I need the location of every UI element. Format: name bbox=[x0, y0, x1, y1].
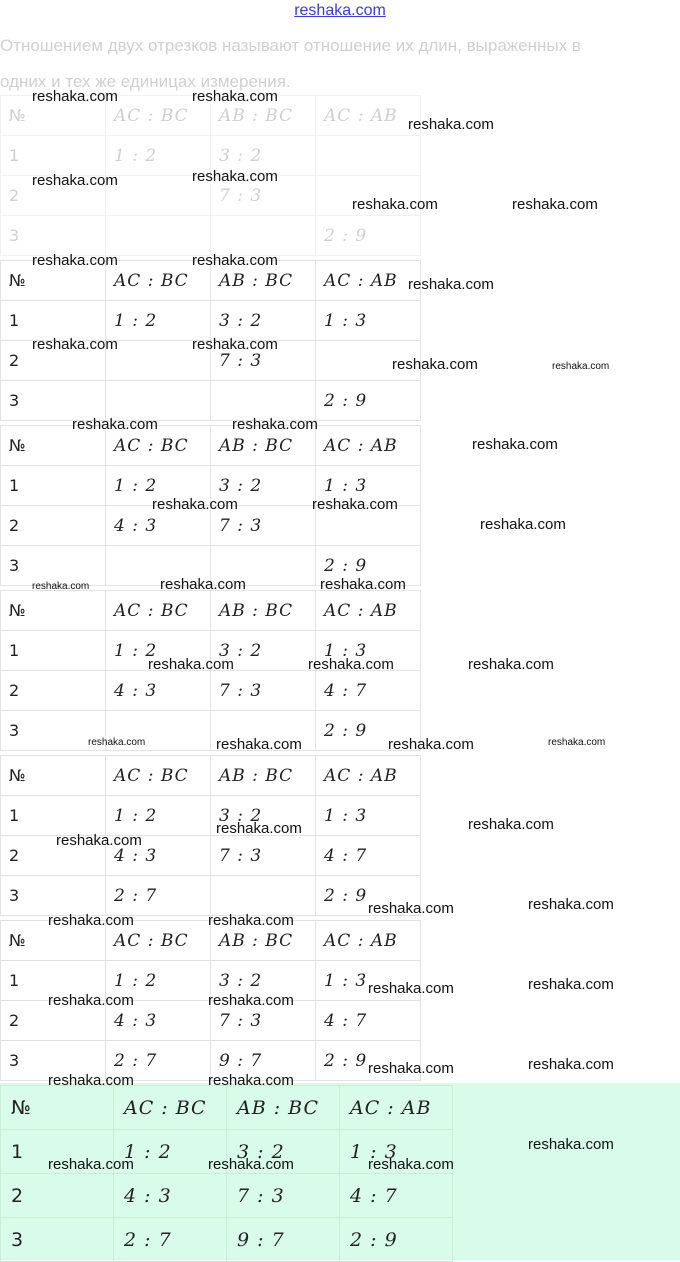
watermark-text: reshaka.com bbox=[48, 1072, 134, 1089]
watermark-text: reshaka.com bbox=[48, 912, 134, 929]
ratio-cell: 2 : 9 bbox=[316, 546, 421, 586]
row-number-cell: 3 bbox=[1, 216, 106, 256]
ratio-cell: AC : BC bbox=[106, 591, 211, 631]
watermark-text: reshaka.com bbox=[308, 656, 394, 673]
ratio-cell: 4 : 7 bbox=[340, 1174, 453, 1218]
watermark-text: reshaka.com bbox=[480, 516, 566, 533]
watermark-text: reshaka.com bbox=[32, 172, 118, 189]
ratio-cell: AC : AB bbox=[316, 426, 421, 466]
ratio-cell: 2 : 9 bbox=[316, 381, 421, 421]
ratio-cell: AC : BC bbox=[106, 261, 211, 301]
watermark-text: reshaka.com bbox=[208, 912, 294, 929]
table-header-row bbox=[1, 426, 421, 466]
watermark-text: reshaka.com bbox=[208, 1156, 294, 1173]
ratio-cell: 4 : 7 bbox=[316, 1001, 421, 1041]
watermark-text: reshaka.com bbox=[468, 656, 554, 673]
ratio-cell: 9 : 7 bbox=[227, 1218, 340, 1262]
ratio-cell: 1 : 2 bbox=[106, 466, 211, 506]
watermark-text: reshaka.com bbox=[512, 196, 598, 213]
watermark-text: reshaka.com bbox=[56, 832, 142, 849]
watermark-text: reshaka.com bbox=[192, 88, 278, 105]
ratio-cell bbox=[211, 381, 316, 421]
ratio-cell: AB : BC bbox=[211, 921, 316, 961]
row-number-cell: 2 bbox=[1, 671, 106, 711]
watermark-text: reshaka.com bbox=[408, 276, 494, 293]
watermark-text: reshaka.com bbox=[392, 356, 478, 373]
ratio-cell: 4 : 7 bbox=[316, 836, 421, 876]
ratio-cell: 1 : 2 bbox=[114, 1130, 227, 1174]
ratio-cell: 2 : 7 bbox=[114, 1218, 227, 1262]
ratio-cell: 1 : 3 bbox=[316, 631, 421, 671]
row-number-cell: 1 bbox=[1, 796, 106, 836]
ratio-cell: AC : BC bbox=[106, 756, 211, 796]
watermark-text: reshaka.com bbox=[208, 1072, 294, 1089]
row-number-cell: 1 bbox=[1, 631, 106, 671]
watermark-text: reshaka.com bbox=[468, 816, 554, 833]
watermark-text: reshaka.com bbox=[160, 576, 246, 593]
table-header-row bbox=[1, 1086, 453, 1130]
ratio-cell: 4 : 3 bbox=[106, 506, 211, 546]
ratio-cell: 7 : 3 bbox=[211, 506, 316, 546]
ratio-cell: 2 : 7 bbox=[106, 1041, 211, 1081]
ratio-cell: AC : AB bbox=[340, 1086, 453, 1130]
ratio-cell: 4 : 3 bbox=[106, 836, 211, 876]
row-number-cell: 1 bbox=[1, 1130, 114, 1174]
row-number-cell: № bbox=[1, 261, 106, 301]
ratio-cell: 1 : 2 bbox=[106, 136, 211, 176]
row-number-cell: № bbox=[1, 756, 106, 796]
ratio-cell: AC : AB bbox=[316, 96, 421, 136]
ratio-cell: 1 : 3 bbox=[340, 1130, 453, 1174]
row-number-cell: 1 bbox=[1, 961, 106, 1001]
ratio-cell: AB : BC bbox=[211, 96, 316, 136]
watermark-text: reshaka.com bbox=[192, 168, 278, 185]
ratio-cell: 4 : 3 bbox=[106, 1001, 211, 1041]
watermark-text: reshaka.com bbox=[368, 1060, 454, 1077]
ratio-cell: 3 : 2 bbox=[211, 301, 316, 341]
watermark-text: reshaka.com bbox=[192, 336, 278, 353]
row-number-cell: 3 bbox=[1, 1041, 106, 1081]
ratio-cell: 3 : 2 bbox=[211, 466, 316, 506]
ratio-cell: AC : BC bbox=[106, 426, 211, 466]
watermark-text: reshaka.com bbox=[320, 576, 406, 593]
watermark-text: reshaka.com bbox=[208, 992, 294, 1009]
watermark-text: reshaka.com bbox=[48, 1156, 134, 1173]
intro-line-2: одних и тех же единицах измерения. bbox=[0, 72, 291, 91]
row-number-cell: № bbox=[1, 921, 106, 961]
watermark-text: reshaka.com bbox=[216, 820, 302, 837]
row-number-cell: № bbox=[1, 1086, 114, 1130]
watermark-text: reshaka.com bbox=[32, 88, 118, 105]
watermark-text: reshaka.com bbox=[152, 496, 238, 513]
watermark-text: reshaka.com bbox=[548, 737, 606, 748]
ratio-cell: 3 : 2 bbox=[211, 796, 316, 836]
row-number-cell: 2 bbox=[1, 341, 106, 381]
ratio-cell: 7 : 3 bbox=[227, 1174, 340, 1218]
ratio-cell: 1 : 3 bbox=[316, 301, 421, 341]
ratio-cell: AB : BC bbox=[211, 591, 316, 631]
ratio-cell: AB : BC bbox=[227, 1086, 340, 1130]
watermark-text: reshaka.com bbox=[368, 900, 454, 917]
watermark-text: reshaka.com bbox=[216, 736, 302, 753]
ratio-cell bbox=[211, 876, 316, 916]
table-row bbox=[1, 796, 421, 836]
ratio-cell: 4 : 3 bbox=[106, 671, 211, 711]
table-row bbox=[1, 301, 421, 341]
row-number-cell: 3 bbox=[1, 876, 106, 916]
ratio-cell: 3 : 2 bbox=[227, 1130, 340, 1174]
ratio-cell bbox=[106, 216, 211, 256]
row-number-cell: 3 bbox=[1, 1218, 114, 1262]
watermark-text: reshaka.com bbox=[408, 116, 494, 133]
table-header-row bbox=[1, 591, 421, 631]
ratio-cell: AC : BC bbox=[106, 96, 211, 136]
watermark-text: reshaka.com bbox=[312, 496, 398, 513]
watermark-text: reshaka.com bbox=[388, 736, 474, 753]
watermark-text: reshaka.com bbox=[552, 361, 610, 372]
intro-line-1: Отношением двух отрезков называют отношение их длин, выраженных в bbox=[0, 36, 581, 55]
ratio-cell: 2 : 9 bbox=[316, 1041, 421, 1081]
watermark-text: reshaka.com bbox=[48, 992, 134, 1009]
ratio-cell bbox=[211, 216, 316, 256]
ratio-cell: 7 : 3 bbox=[211, 176, 316, 216]
ratio-cell: 1 : 2 bbox=[106, 961, 211, 1001]
table-row bbox=[1, 876, 421, 916]
ratio-cell: AC : BC bbox=[114, 1086, 227, 1130]
ratio-cell: AC : AB bbox=[316, 591, 421, 631]
watermark-text: reshaka.com bbox=[32, 252, 118, 269]
watermark-text: reshaka.com bbox=[192, 252, 278, 269]
watermark-text: reshaka.com bbox=[528, 976, 614, 993]
ratio-cell: 7 : 3 bbox=[211, 1001, 316, 1041]
table-row bbox=[1, 1218, 453, 1262]
row-number-cell: 1 bbox=[1, 301, 106, 341]
row-number-cell: № bbox=[1, 96, 106, 136]
ratio-cell bbox=[106, 381, 211, 421]
ratio-cell: 4 : 7 bbox=[316, 671, 421, 711]
ratio-cell: 1 : 3 bbox=[316, 961, 421, 1001]
table-row bbox=[1, 216, 421, 256]
watermark-text: reshaka.com bbox=[232, 416, 318, 433]
ratio-cell: AC : AB bbox=[316, 756, 421, 796]
ratio-cell bbox=[316, 136, 421, 176]
watermark-text: reshaka.com bbox=[88, 737, 146, 748]
row-number-cell: 3 bbox=[1, 711, 106, 751]
row-number-cell: 1 bbox=[1, 466, 106, 506]
table-row bbox=[1, 671, 421, 711]
table-row bbox=[1, 381, 421, 421]
watermark-text: reshaka.com bbox=[32, 581, 90, 592]
ratio-cell: 7 : 3 bbox=[211, 836, 316, 876]
table-row bbox=[1, 711, 421, 751]
ratio-cell: 1 : 3 bbox=[316, 796, 421, 836]
ratio-cell: 2 : 9 bbox=[340, 1218, 453, 1262]
row-number-cell: 2 bbox=[1, 176, 106, 216]
watermark-text: reshaka.com bbox=[368, 1156, 454, 1173]
ratio-cell: 2 : 7 bbox=[106, 876, 211, 916]
row-number-cell: 1 bbox=[1, 136, 106, 176]
ratio-cell: 2 : 9 bbox=[316, 216, 421, 256]
table-header-row bbox=[1, 756, 421, 796]
watermark-text: reshaka.com bbox=[72, 416, 158, 433]
watermark-text: reshaka.com bbox=[528, 896, 614, 913]
ratio-cell: AC : BC bbox=[106, 921, 211, 961]
site-link[interactable]: reshaka.com bbox=[294, 2, 386, 19]
ratio-cell: AB : BC bbox=[211, 261, 316, 301]
ratio-cell: 1 : 2 bbox=[106, 631, 211, 671]
ratio-cell: 4 : 3 bbox=[114, 1174, 227, 1218]
ratio-cell: AC : AB bbox=[316, 261, 421, 301]
row-number-cell: 2 bbox=[1, 1174, 114, 1218]
watermark-text: reshaka.com bbox=[368, 980, 454, 997]
watermark-text: reshaka.com bbox=[32, 336, 118, 353]
ratio-cell: 7 : 3 bbox=[211, 671, 316, 711]
row-number-cell: 3 bbox=[1, 381, 106, 421]
table-row bbox=[1, 1174, 453, 1218]
row-number-cell: № bbox=[1, 591, 106, 631]
row-number-cell: 3 bbox=[1, 546, 106, 586]
ratio-cell: 9 : 7 bbox=[211, 1041, 316, 1081]
ratio-cell: 7 : 3 bbox=[211, 341, 316, 381]
watermark-text: reshaka.com bbox=[528, 1136, 614, 1153]
row-number-cell: 2 bbox=[1, 836, 106, 876]
ratio-cell: AC : AB bbox=[316, 921, 421, 961]
watermark-text: reshaka.com bbox=[528, 1056, 614, 1073]
row-number-cell: № bbox=[1, 426, 106, 466]
final-ratio-table bbox=[0, 1085, 453, 1262]
row-number-cell: 2 bbox=[1, 506, 106, 546]
ratio-cell: 2 : 9 bbox=[316, 711, 421, 751]
row-number-cell: 2 bbox=[1, 1001, 106, 1041]
ratio-cell: AB : BC bbox=[211, 426, 316, 466]
ratio-cell: 3 : 2 bbox=[211, 631, 316, 671]
ratio-cell: AB : BC bbox=[211, 756, 316, 796]
watermark-text: reshaka.com bbox=[352, 196, 438, 213]
ratio-cell: 3 : 2 bbox=[211, 136, 316, 176]
ratio-cell: 1 : 3 bbox=[316, 466, 421, 506]
ratio-cell: 2 : 9 bbox=[316, 876, 421, 916]
watermark-text: reshaka.com bbox=[148, 656, 234, 673]
ratio-cell: 1 : 2 bbox=[106, 796, 211, 836]
ratio-cell: 1 : 2 bbox=[106, 301, 211, 341]
watermark-text: reshaka.com bbox=[472, 436, 558, 453]
ratio-cell: 3 : 2 bbox=[211, 961, 316, 1001]
